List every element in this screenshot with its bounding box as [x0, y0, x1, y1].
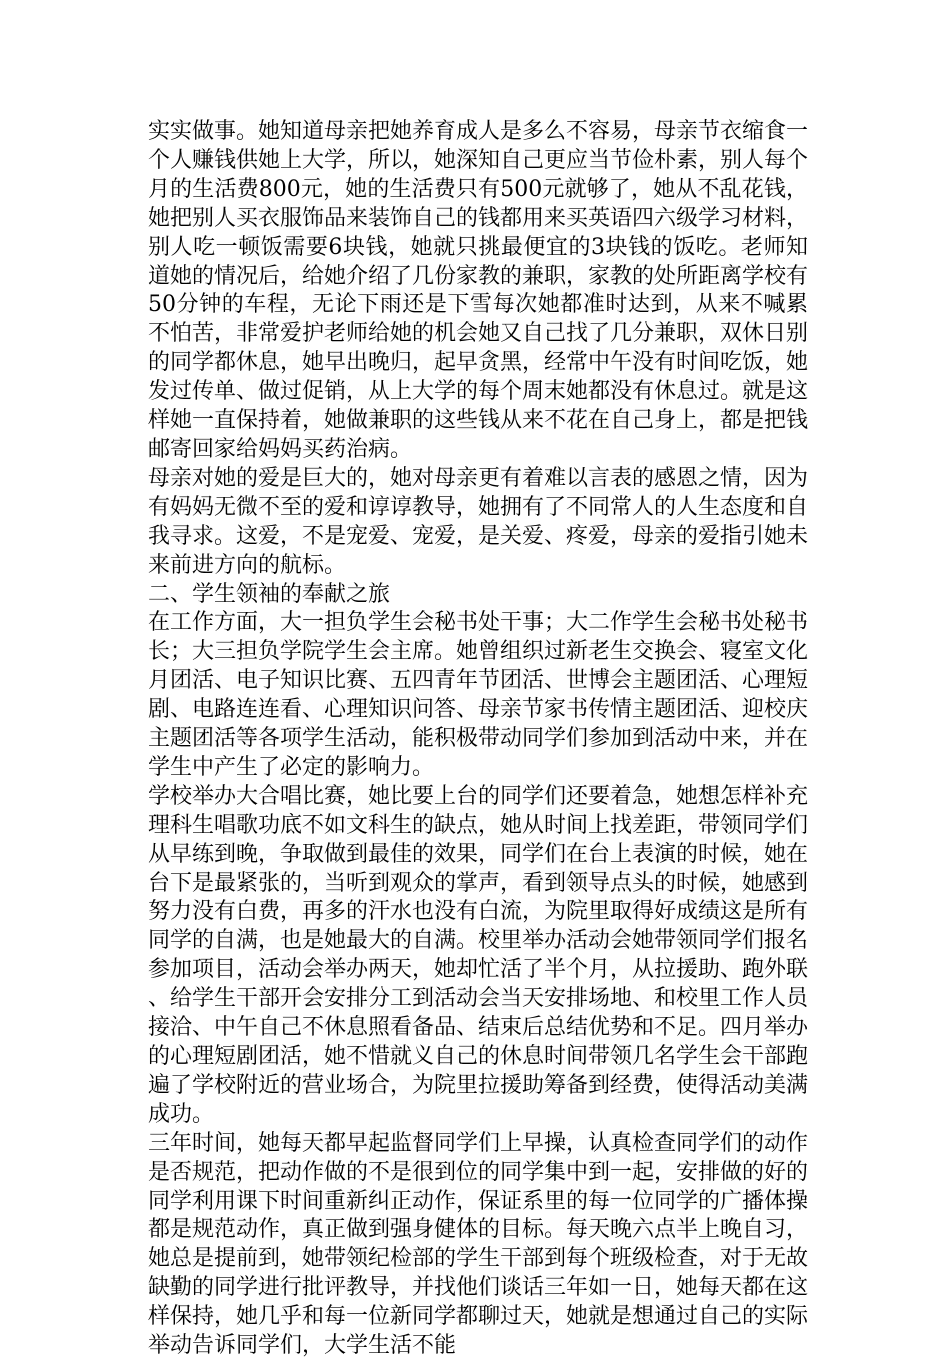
paragraph-part-job-story: 实实做事。她知道母亲把她养育成人是多么不容易，母亲节衣缩食一个人赚钱供她上大学，所以，她深知自己更应当节俭朴素，别人每个月的生活费800元，她的生活费只有500元就够了，她从不乱花钱，她把别人买衣服饰品来装饰自己的钱都用来买英语四六级学习材料，别人吃一顿饭需要6块钱，她就只挑最便宜的3块钱的饭吃。老师知道她的情况后，给她介绍了几份家教的兼职，家教的处所距离学校有50分钟的车程，无论下雨还是下雪每次她都准时达到，从来不喊累不怕苦，非常爱护老师给她的机会她又自己找了几分兼职，双休日别的同学都休息，她早出晚归，起早贪黑，经常中午没有时间吃饭，她发过传单、做过促销，从上大学的每个周末她都没有休息过。就是这样她一直保持着，她做兼职的这些钱从来不花在自己身上，都是把钱邮寄回家给妈妈买药治病。 — [148, 119, 809, 462]
paragraph-morning-exercise: 三年时间，她每天都早起监督同学们上早操，认真检查同学们的动作是否规范，把动作做的不是很到位的同学集中到一起，安排做的好的同学利用课下时间重新纠正动作，保证系里的每一位同学的广播体操都是规范动作，真正做到强身健体的目标。每天晚六点半上晚自习，她总是提前到，她带领纪检部的学生干部到每个班级检查，对于无故缺勤的同学进行批评教导，并找他们谈话三年如一日，她每天都在这样保持，她几乎和每一位新同学都聊过天，她就是想通过自己的实际举动告诉同学们，大学生活不能 — [148, 1130, 809, 1359]
section-heading: 二、学生领袖的奉献之旅 — [148, 581, 391, 607]
document-page — [148, 118, 809, 1359]
paragraph-mother-love: 母亲对她的爱是巨大的，她对母亲更有着难以言表的感恩之情，因为有妈妈无微不至的爱和谆谆教导，她拥有了不同常人的人生态度和自我寻求。这爱，不是宠爱、宠爱，是关爱、疼爱，母亲的爱指引她未来前进方向的航标。 — [148, 465, 809, 578]
paragraph-student-union-work: 在工作方面，大一担负学生会秘书处干事；大二作学生会秘书处秘书长；大三担负学院学生会主席。她曾组织过新老生交换会、寝室文化月团活、电子知识比赛、五四青年节团活、世博会主题团活、心理短剧、电路连连看、心理知识问答、母亲节家书传情主题团活、迎校庆主题团活等各项学生活动，能积极带动同学们参加到活动中来，并在学生中产生了必定的影响力。 — [148, 610, 809, 780]
paragraph-chorus-and-events: 学校举办大合唱比赛，她比要上台的同学们还要着急，她想怎样补充理科生唱歌功底不如文科生的缺点，她从时间上找差距，带领同学们从早练到晚，争取做到最佳的效果，同学们在台上表演的时候，她在台下是最紧张的，当听到观众的掌声，看到领导点头的时候，她感到努力没有白费，再多的汗水也没有白流，为院里取得好成绩这是所有同学的自满，也是她最大的自满。校里举办活动会她带领同学们报名参加项目，活动会举办两天，她却忙活了半个月，从拉援助、跑外联、给学生干部开会安排分工到活动会当天安排场地、和校里工作人员接洽、中午自己不休息照看备品、结束后总结优势和不足。四月举办的心理短剧团活，她不惜就义自己的休息时间带领几名学生会干部跑遍了学校附近的营业场合，为院里拉援助筹备到经费，使得活动美满成功。 — [148, 783, 809, 1127]
